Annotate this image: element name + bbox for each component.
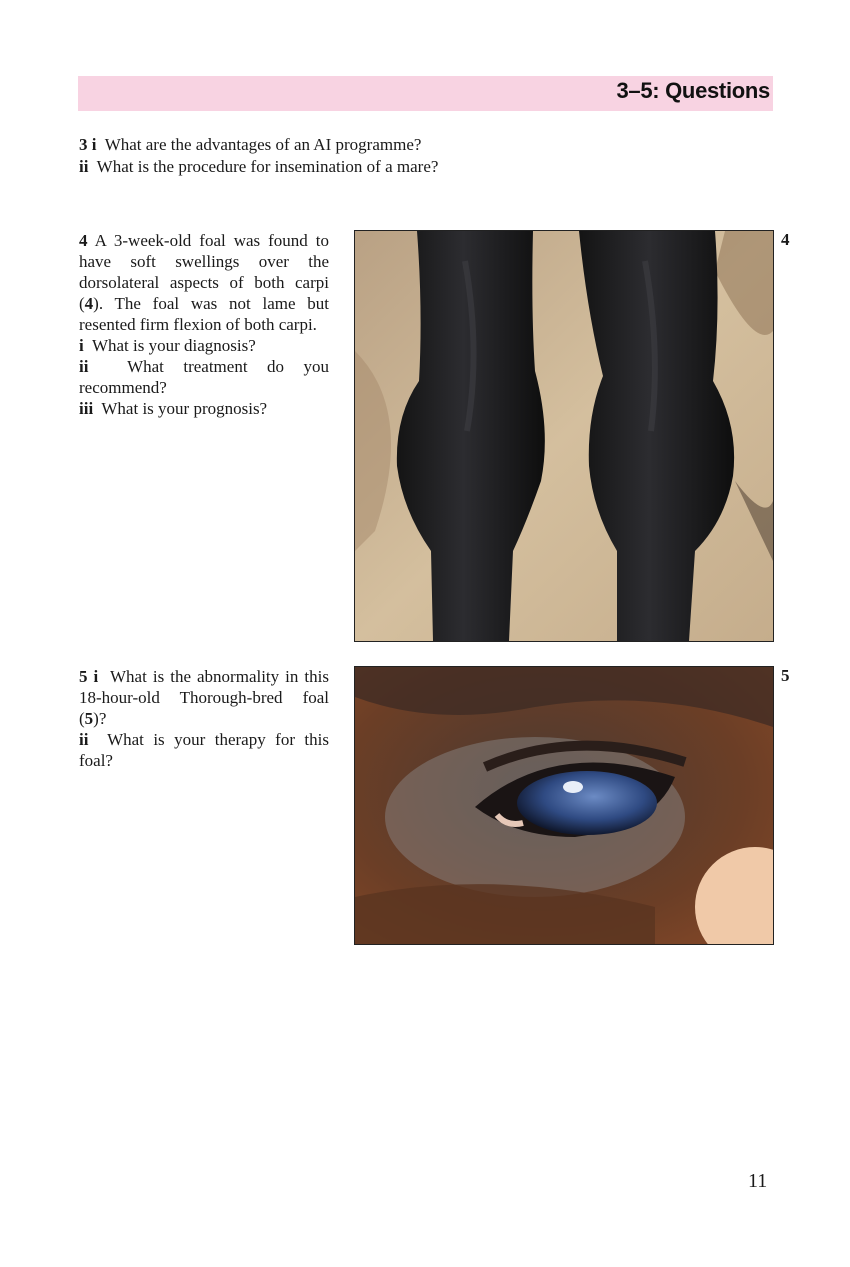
part-text: What are the advantages of an AI programme? (104, 135, 422, 154)
section-header-bar (78, 76, 773, 111)
section-title: 3–5: Questions (616, 78, 770, 103)
part-label: i (91, 135, 97, 154)
part-label: ii (79, 157, 89, 176)
question-4 (79, 230, 329, 419)
part-label: ii (79, 730, 89, 749)
part-label: ii (79, 357, 89, 376)
question-4-part-i (79, 335, 329, 356)
foal-eye-image (355, 667, 773, 944)
question-4-intro (79, 230, 329, 335)
intro-text: ). The foal was not lame but resented firm flexion of both carpi. (79, 294, 329, 334)
question-3-part-i (79, 134, 769, 156)
question-5-part-i (79, 666, 329, 729)
foal-legs-image (355, 231, 773, 641)
figure-reference: 5 (84, 709, 94, 728)
question-5 (79, 666, 329, 771)
part-text: What is your prognosis? (101, 399, 268, 418)
question-number: 4 (79, 231, 88, 250)
question-5-part-ii (79, 729, 329, 771)
page-number: 11 (748, 1170, 768, 1192)
question-3-part-ii (79, 156, 769, 178)
part-label: iii (79, 399, 94, 418)
figure-5-number: 5 (781, 666, 790, 685)
part-text: What is the abnormality in this 18-hour-old Thorough-bred foal ( (79, 667, 329, 728)
part-text: What is the procedure for insemination of a mare? (96, 157, 439, 176)
part-text: What treatment do you recommend? (79, 357, 329, 397)
question-number: 3 (79, 135, 88, 154)
part-text: )? (93, 709, 107, 728)
figure-4-number: 4 (781, 230, 790, 249)
part-text: What is your therapy for this foal? (79, 730, 329, 770)
part-label: i (79, 336, 84, 355)
part-text: What is your diagnosis? (91, 336, 256, 355)
question-4-part-iii (79, 398, 329, 419)
figure-reference: 4 (84, 294, 94, 313)
figure-4-foal-carpi-photo (354, 230, 774, 642)
question-4-part-ii (79, 356, 329, 398)
part-label: i (93, 667, 99, 686)
intro-text: A 3-week-old foal was found to have soft swellings over the dorsolateral aspects of both carpi ( (79, 231, 330, 313)
question-3 (79, 134, 769, 178)
question-number: 5 (79, 667, 88, 686)
figure-5-foal-eye-photo (354, 666, 774, 945)
